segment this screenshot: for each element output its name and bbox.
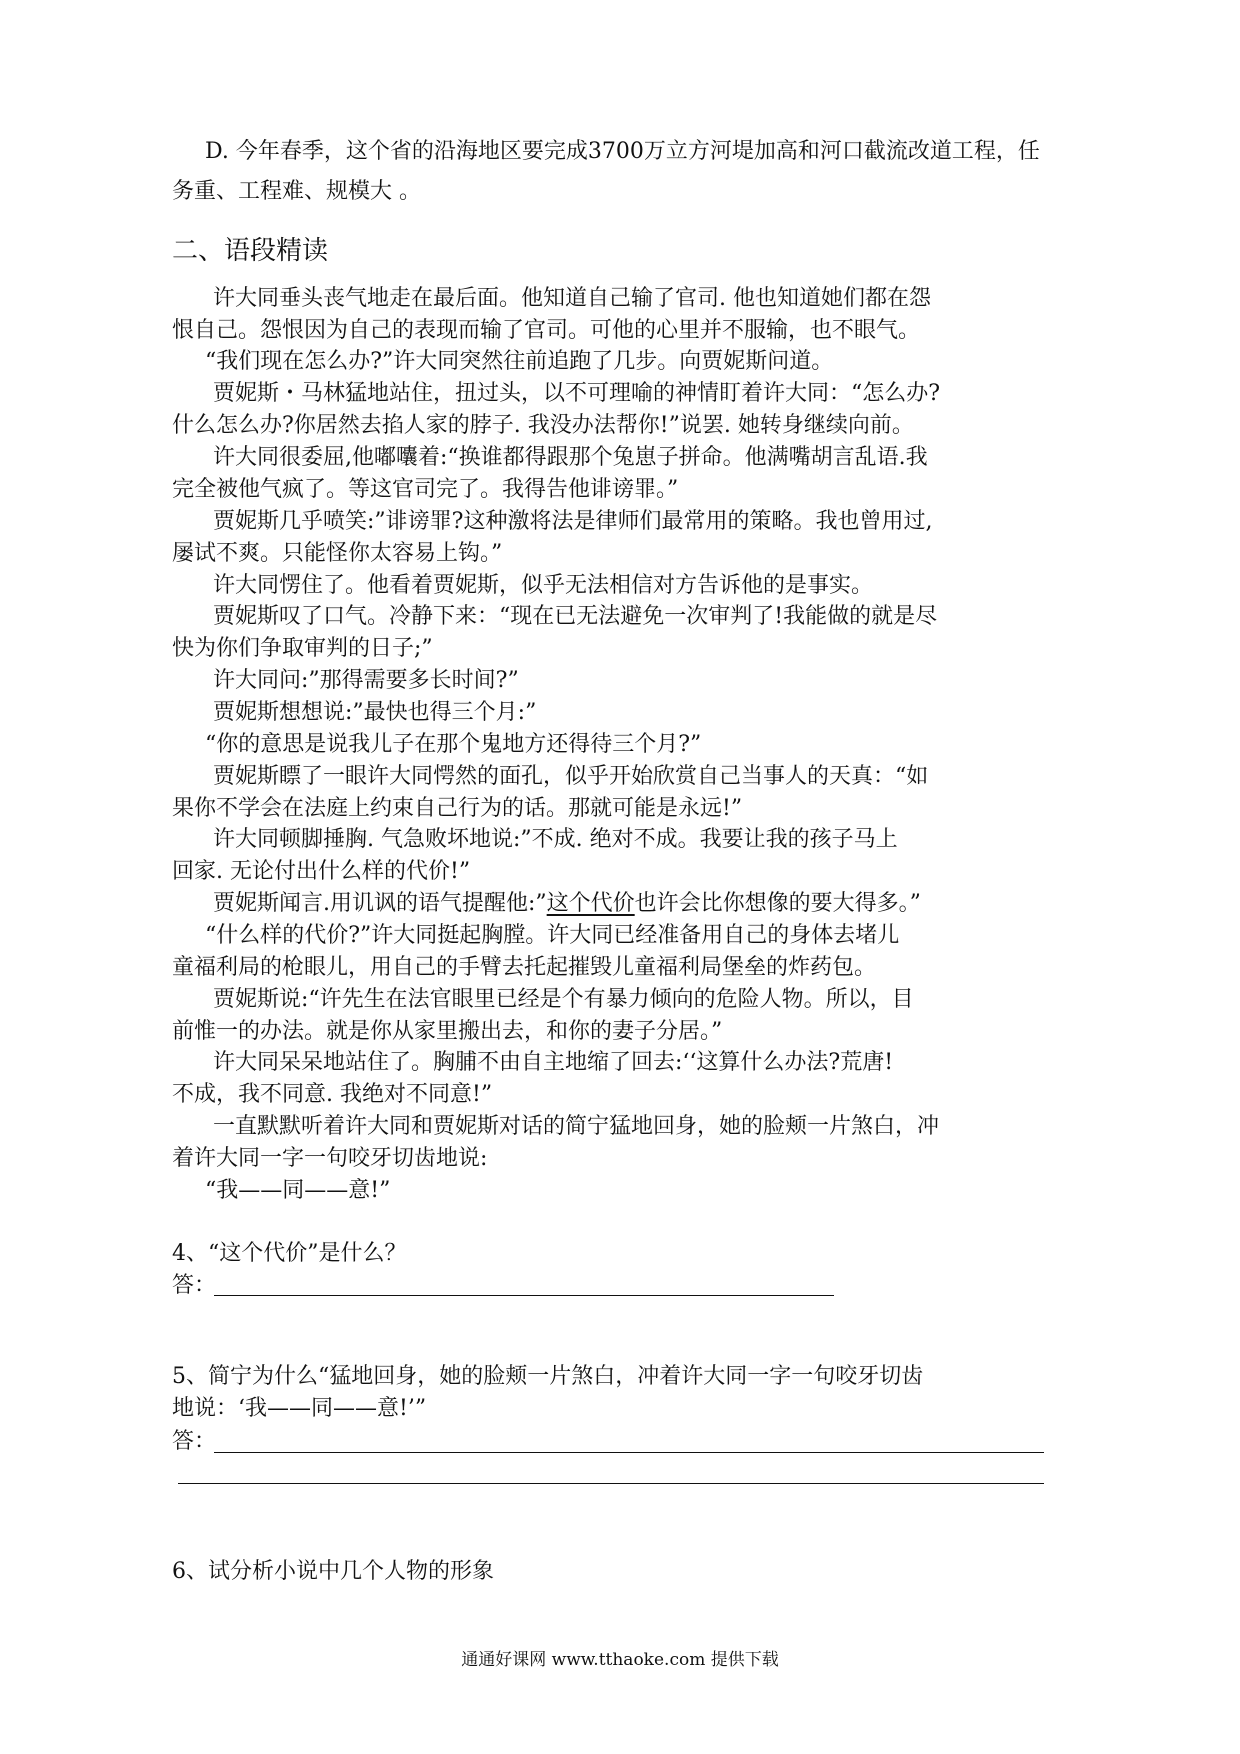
passage-line: 贾妮斯说:“许先生在法官眼里已经是个有暴力倾向的危险人物。所以，目 bbox=[213, 987, 914, 1012]
passage-line: 许大同垂头丧气地走在最后面。他知道自己输了官司. 他也知道她们都在怨 bbox=[213, 286, 931, 311]
passage-line: “我——同——意!” bbox=[205, 1178, 391, 1203]
passage-text: 贾妮斯闻言.用讥讽的语气提醒他:” bbox=[213, 891, 547, 916]
question-6-text: 6、试分析小说中几个人物的形象 bbox=[172, 1559, 494, 1584]
passage-line: 贾妮斯・马林猛地站住，扭过头，以不可理喻的神情盯着许大同：“怎么办? bbox=[213, 381, 941, 406]
answer-blank-5a[interactable] bbox=[214, 1452, 1044, 1453]
passage-line bbox=[213, 887, 1083, 921]
passage-line: 快为你们争取审判的日子;” bbox=[172, 636, 433, 661]
passage-line: 什么怎么办?你居然去掐人家的脖子. 我没办法帮你!”说罢. 她转身继续向前。 bbox=[172, 413, 914, 438]
passage-line: 屡试不爽。只能怪你太容易上钩。” bbox=[172, 541, 503, 566]
section-title: 二、语段精读 bbox=[172, 236, 329, 266]
answer-blank-4[interactable] bbox=[214, 1295, 834, 1296]
passage-line: 回家. 无论付出什么样的代价!” bbox=[172, 859, 471, 884]
underlined-phrase: 这个代价 bbox=[546, 891, 635, 916]
passage-line: 果你不学会在法庭上约束自己行为的话。那就可能是永远!” bbox=[172, 796, 743, 821]
answer-label: 答： bbox=[172, 1429, 217, 1454]
passage-line: 贾妮斯叹了口气。冷静下来：“现在已无法避免一次审判了!我能做的就是尽 bbox=[213, 604, 938, 629]
answer-label: 答： bbox=[172, 1273, 217, 1298]
passage-line: 贾妮斯想想说:”最快也得三个月:” bbox=[213, 700, 537, 725]
passage-line: 着许大同一字一句咬牙切齿地说: bbox=[172, 1146, 488, 1171]
passage-line: 许大同很委屈,他嘟囔着:“换谁都得跟那个兔崽子拼命。他满嘴胡言乱语.我 bbox=[213, 445, 928, 470]
passage-line: “我们现在怎么办?”许大同突然往前追跑了几步。向贾妮斯问道。 bbox=[205, 349, 834, 374]
passage-line: 不成，我不同意. 我绝对不同意!” bbox=[172, 1082, 493, 1107]
passage-line: 许大同呆呆地站住了。胸脯不由自主地缩了回去:‘‘这算什么办法?荒唐! bbox=[213, 1050, 894, 1075]
passage-line: 一直默默听着许大同和贾妮斯对话的简宁猛地回身，她的脸颊一片煞白，冲 bbox=[213, 1114, 940, 1139]
question-4-text: 4、“这个代价”是什么？ bbox=[172, 1241, 407, 1266]
page-footer: 通通好课网 www.tthaoke.com 提供下载 bbox=[461, 1650, 779, 1670]
passage-line: 完全被他气疯了。等这官司完了。我得告他诽谤罪。” bbox=[172, 477, 679, 502]
passage-line: “什么样的代价?”许大同挺起胸膛。许大同已经准备用自己的身体去堵儿 bbox=[205, 923, 900, 948]
passage-line: 童福利局的枪眼儿，用自己的手臂去托起摧毁儿童福利局堡垒的炸药包。 bbox=[172, 955, 877, 980]
passage-line: 许大同顿脚捶胸. 气急败坏地说:”不成. 绝对不成。我要让我的孩子马上 bbox=[213, 827, 898, 852]
passage-line: 许大同愣住了。他看着贾妮斯，似乎无法相信对方告诉他的是事实。 bbox=[213, 573, 874, 598]
passage-line: 前惟一的办法。就是你从家里搬出去，和你的妻子分居。” bbox=[172, 1019, 723, 1044]
answer-blank-5b[interactable] bbox=[178, 1483, 1044, 1484]
passage-line: 恨自己。怨恨因为自己的表现而输了官司。可他的心里并不服输，也不眼气。 bbox=[172, 318, 921, 343]
option-d-line-1: D. 今年春季，这个省的沿海地区要完成3700万立方河堤加高和河口截流改道工程，任 bbox=[205, 139, 1040, 164]
question-5-line-2: 地说：‘我——同——意!’” bbox=[172, 1396, 427, 1421]
question-5-line-1: 5、简宁为什么“猛地回身，她的脸颊一片煞白，冲着许大同一字一句咬牙切齿 bbox=[172, 1364, 924, 1389]
option-d-line-2: 务重、工程难、规模大 。 bbox=[172, 179, 421, 204]
passage-line: 贾妮斯几乎喷笑:”诽谤罪?这种激将法是律师们最常用的策略。我也曾用过, bbox=[213, 509, 933, 534]
passage-line: 许大同问:”那得需要多长时间?” bbox=[213, 668, 519, 693]
passage-line: “你的意思是说我儿子在那个鬼地方还得待三个月?” bbox=[205, 732, 702, 757]
passage-text: 也许会比你想像的要大得多。” bbox=[634, 891, 921, 916]
passage-line: 贾妮斯瞟了一眼许大同愕然的面孔，似乎开始欣赏自己当事人的天真：“如 bbox=[213, 764, 929, 789]
